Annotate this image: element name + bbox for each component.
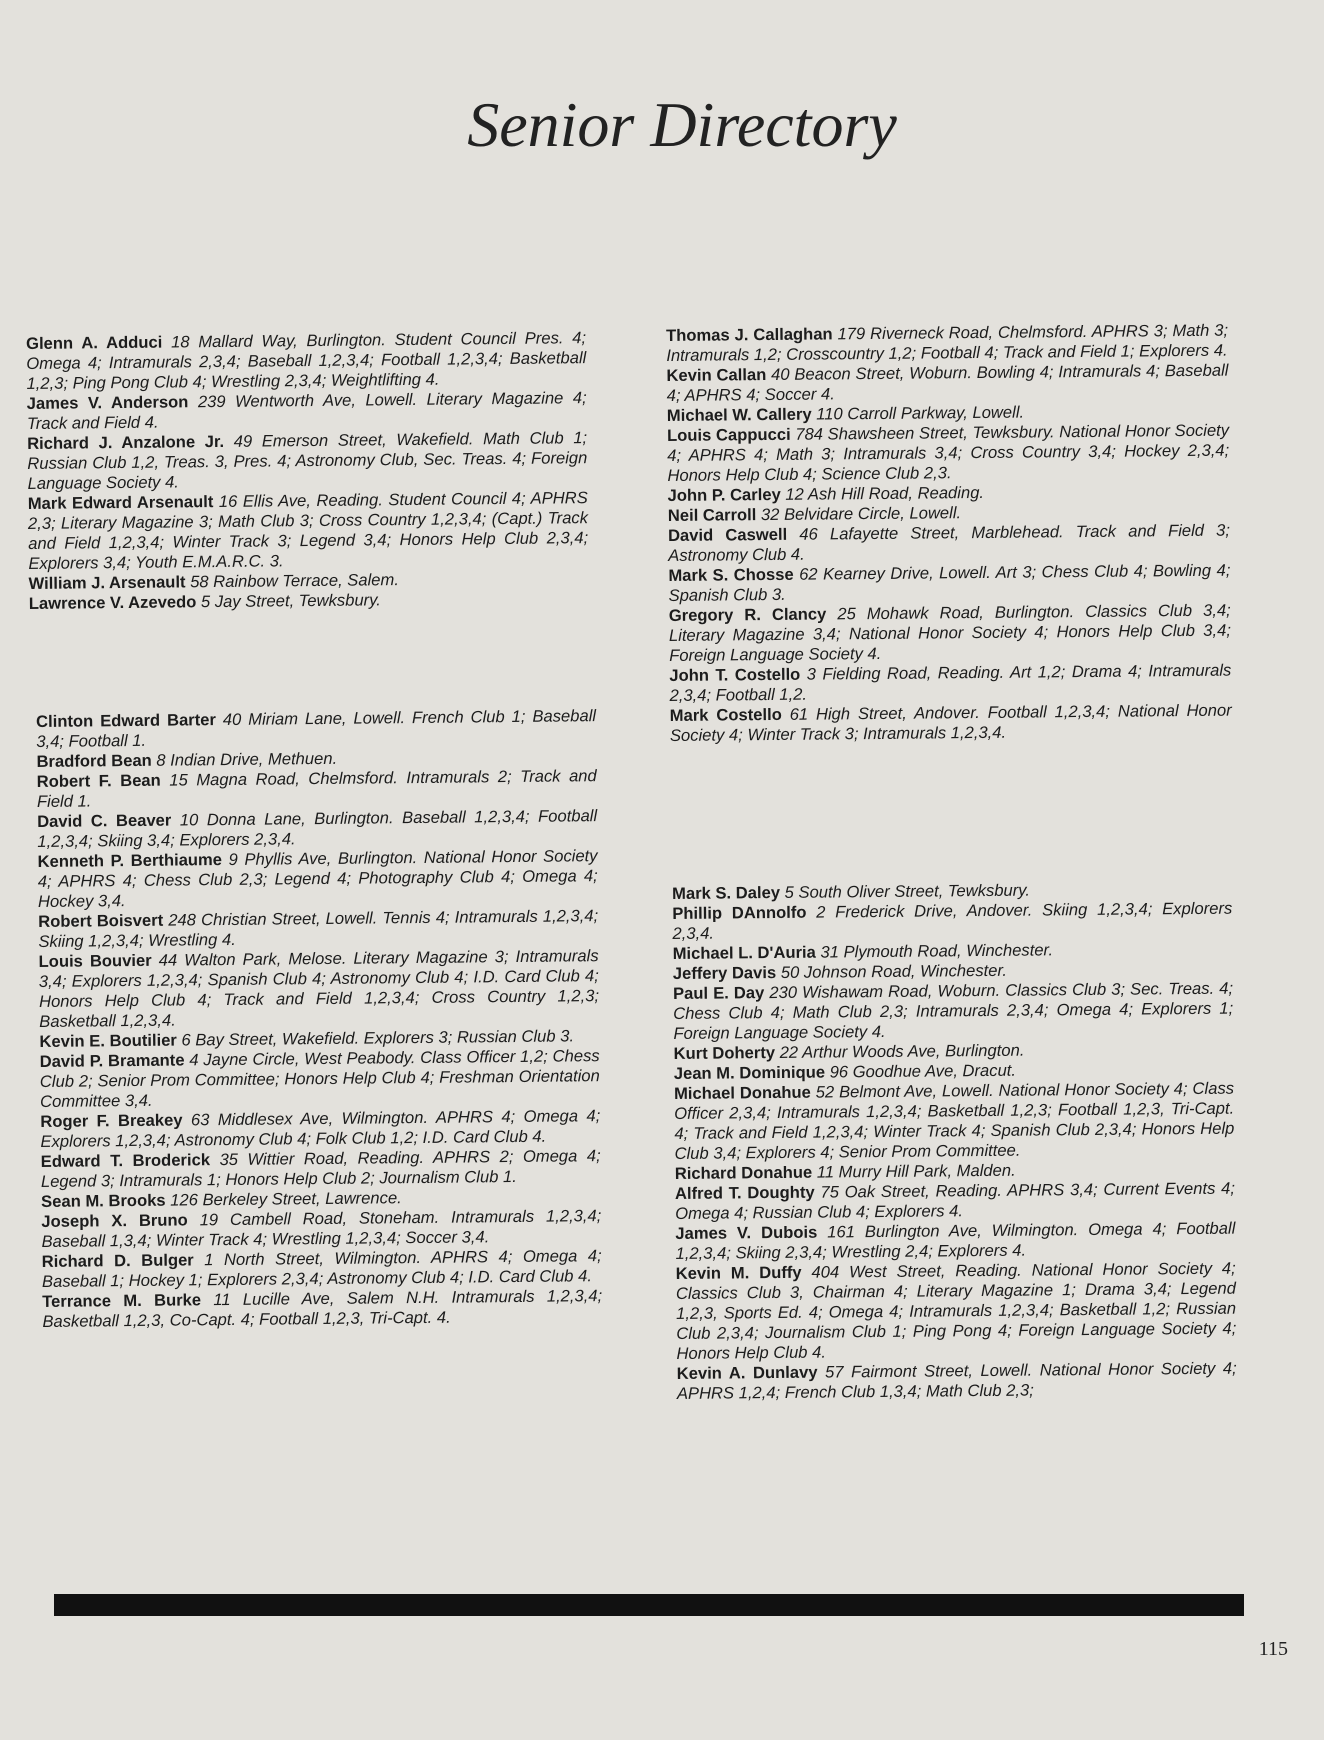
directory-entry xyxy=(670,701,1232,746)
directory-entry xyxy=(667,421,1230,486)
student-name: Mark Costello xyxy=(669,704,782,725)
footer-rule xyxy=(54,1594,1244,1616)
student-name: Michael L. D'Auria xyxy=(672,942,816,963)
student-name: Mark S. Daley xyxy=(672,882,781,903)
page-title: Senior Directory xyxy=(467,89,897,160)
student-details: 62 Kearney Drive, Lowell. Art 3; Chess Club 4; Bowling 4; Spanish Club 3. xyxy=(668,560,1231,605)
directory-entry xyxy=(669,601,1232,666)
student-details: 10 Donna Lane, Burlington. Baseball 1,2,3,4; Football 1,2,3,4; Skiing 3,4; Explorers 2,3,4. xyxy=(37,806,598,851)
directory-group-c xyxy=(666,321,1232,746)
directory-group-d xyxy=(672,879,1237,1404)
student-name: Terrance M. Burke xyxy=(42,1290,202,1311)
directory-entry xyxy=(672,899,1232,944)
student-name: Louis Bouvier xyxy=(38,950,152,971)
directory-group-b xyxy=(36,706,602,1332)
student-name: James V. Dubois xyxy=(675,1222,818,1243)
student-name: Gregory R. Clancy xyxy=(668,604,827,625)
directory-entry xyxy=(38,906,598,952)
student-details: 15 Magna Road, Chelmsford. Intramurals 2; Track and Field 1. xyxy=(36,766,597,811)
student-details: 31 Plymouth Road, Winchester. xyxy=(815,940,1054,962)
student-name: Kenneth P. Berthiaume xyxy=(37,850,223,871)
directory-entry xyxy=(41,1206,601,1252)
directory-entry xyxy=(666,361,1228,406)
student-details: 161 Burlington Ave, Wilmington. Omega 4; Football 1,2,3,4; Skiing 2,3,4; Wrestling 2,4; Explorers 4. xyxy=(675,1218,1236,1263)
directory-entry xyxy=(666,321,1228,366)
directory-entry xyxy=(39,946,600,1032)
directory-entry xyxy=(675,1179,1235,1224)
directory-entry xyxy=(42,1246,602,1292)
student-name: Richard D. Bulger xyxy=(41,1250,194,1271)
directory-entry xyxy=(676,1259,1237,1364)
directory-entry xyxy=(674,1079,1235,1164)
student-details: 404 West Street, Reading. National Honor Society 4; Classics Club 3, Chairman 4; Literary Magazine 1; Drama 3,4; Legend 1,2,3, Sports Ed. 4; Omega 4; Intramurals 1,2,3,4; Basketball 1,2; Russian Club 2,3,4; Journalism Club 1; Ping Pong 4; Foreign Language Society 4; Honors Help Club 4. xyxy=(675,1258,1237,1363)
student-details: 230 Wishawam Road, Woburn. Classics Club 3; Sec. Treas. 4; Chess Club 4; Math Club 2,3; Intramurals 2,3,4; Omega 4; Explorers 1; Foreign Language Society 4. xyxy=(673,978,1234,1043)
directory-entry xyxy=(26,328,587,394)
directory-entry xyxy=(668,521,1230,566)
student-name: Robert Boisvert xyxy=(38,910,164,931)
student-name: Paul E. Day xyxy=(672,983,765,1003)
student-details: 784 Shawsheen Street, Tewksbury. National Honor Society 4; APHRS 4; Math 3; Intramurals 3,4; Cross Country 3,4; Hockey 2,3,4; Honors Help Club 4; Science Club 2,3. xyxy=(667,420,1230,485)
student-name: Neil Carroll xyxy=(667,505,757,525)
student-name: Phillip DAnnolfo xyxy=(672,902,807,923)
student-name: Robert F. Bean xyxy=(36,770,161,791)
directory-entry xyxy=(673,979,1234,1044)
student-details: 1 North Street, Wilmington. APHRS 4; Omega 4; Baseball 1; Hockey 1; Explorers 2,3,4; Astronomy Club 4; I.D. Card Club 4. xyxy=(41,1246,602,1291)
student-details: 179 Riverneck Road, Chelmsford. APHRS 3; Math 3; Intramurals 1,2; Crosscountry 1,2; Football 4; Track and Field 1; Explorers 4. xyxy=(666,320,1229,365)
student-name: Jeffery Davis xyxy=(672,963,777,983)
student-details: 5 South Oliver Street, Tewksbury. xyxy=(779,880,1031,902)
directory-entry xyxy=(677,1359,1237,1404)
student-details: 126 Berkeley Street, Lawrence. xyxy=(165,1188,402,1210)
student-name: John T. Costello xyxy=(669,664,801,685)
student-name: Kevin M. Duffy xyxy=(675,1262,802,1283)
student-name: Clinton Edward Barter xyxy=(36,710,217,731)
student-details: 75 Oak Street, Reading. APHRS 3,4; Current Events 4; Omega 4; Russian Club 4; Explorers 4. xyxy=(675,1178,1236,1223)
student-details: 52 Belmont Ave, Lowell. National Honor Society 4; Class Officer 2,3,4; Intramurals 1,2,3,4; Basketball 1,2,3; Football 1,2,3, Tri-Capt. 4; Track and Field 1,2,3,4; Winter Track 4; Spanish Club 2,3,4; Honors Help Club 3,4; Explorers 4; Senior Prom Committee. xyxy=(674,1078,1235,1163)
student-details: 9 Phyllis Ave, Burlington. National Honor Society 4; APHRS 4; Chess Club 2,3; Legend 4; Photography Club 4; Omega 4; Hockey 3,4. xyxy=(37,846,598,911)
student-name: Jean M. Dominique xyxy=(673,1062,826,1083)
student-name: Lawrence V. Azevedo xyxy=(28,592,197,613)
directory-entry xyxy=(40,1046,601,1112)
student-details: 44 Walton Park, Melose. Literary Magazine 3; Intramurals 3,4; Explorers 1,2,3,4; Spanish Club 4; Astronomy Club 4; I.D. Card Club 4; Honors Help Club 4; Track and Field 1,2,3,4; Cross Country 1,2,3; Basketball 1,2,3,4. xyxy=(38,946,600,1031)
student-details: 40 Miriam Lane, Lowell. French Club 1; Baseball 3,4; Football 1. xyxy=(36,706,597,751)
student-name: John P. Carley xyxy=(667,484,781,505)
student-name: David P. Bramante xyxy=(39,1050,185,1071)
student-details: 50 Johnson Road, Winchester. xyxy=(776,960,1008,983)
student-details: 2 Frederick Drive, Andover. Skiing 1,2,3,4; Explorers 2,3,4. xyxy=(672,898,1233,943)
student-name: David Caswell xyxy=(667,524,788,545)
student-name: Kevin A. Dunlavy xyxy=(676,1362,818,1383)
student-details: 25 Mohawk Road, Burlington. Classics Club 3,4; Literary Magazine 3,4; National Honor Society 4; Honors Help Club 3,4; Foreign Language Society 4. xyxy=(668,600,1232,665)
directory-entry xyxy=(40,1106,600,1152)
student-details: 6 Bay Street, Wakefield. Explorers 3; Russian Club 3. xyxy=(176,1026,575,1050)
student-name: Roger F. Breakey xyxy=(40,1110,183,1131)
directory-group-a1 xyxy=(26,328,589,614)
student-details: 19 Cambell Road, Stoneham. Intramurals 1,2,3,4; Baseball 1,3,4; Winter Track 4; Wrestling 1,2,3,4; Soccer 3,4. xyxy=(41,1206,602,1251)
student-name: Richard J. Anzalone Jr. xyxy=(27,431,225,453)
student-name: Kevin Callan xyxy=(666,365,767,385)
student-name: Alfred T. Doughty xyxy=(674,1182,815,1203)
directory-entry xyxy=(37,766,597,812)
student-details: 58 Rainbow Terrace, Salem. xyxy=(185,570,399,592)
student-name: Kevin E. Boutilier xyxy=(39,1030,177,1051)
student-name: Thomas J. Callaghan xyxy=(666,324,833,345)
student-details: 248 Christian Street, Lowell. Tennis 4; Intramurals 1,2,3,4; Skiing 1,2,3,4; Wrestling 4. xyxy=(38,906,599,951)
student-details: 35 Wittier Road, Reading. APHRS 2; Omega 4; Legend 3; Intramurals 1; Honors Help Club 2; Journalism Club 1. xyxy=(40,1146,601,1191)
directory-entry xyxy=(28,488,589,574)
student-details: 22 Arthur Woods Ave, Burlington. xyxy=(774,1040,1025,1063)
student-name: Mark Edward Arsenault xyxy=(27,492,214,513)
student-details: 16 Ellis Ave, Reading. Student Council 4; APHRS 2,3; Literary Magazine 3; Math Club 3; Cross Country 1,2,3,4; (Capt.) Track and Field 1,2,3,4; Winter Track 3; Legend 3,4; Honors Help Club 2,3,4; Explorers 3,4; Youth E.M.A.R.C. 3. xyxy=(27,488,589,573)
student-details: 63 Middlesex Ave, Wilmington. APHRS 4; Omega 4; Explorers 1,2,3,4; Astronomy Club 4; Folk Club 1,2; I.D. Card Club 4. xyxy=(40,1106,601,1151)
student-name: Bradford Bean xyxy=(36,750,152,771)
student-name: Michael Donahue xyxy=(673,1082,811,1103)
directory-entry xyxy=(669,661,1231,706)
student-name: James V. Anderson xyxy=(26,392,189,413)
student-name: Michael W. Callery xyxy=(666,404,812,425)
page-number: 115 xyxy=(1258,1638,1288,1660)
directory-entry xyxy=(668,561,1230,606)
student-name: William J. Arsenault xyxy=(28,572,186,593)
student-details: 11 Murry Hill Park, Malden. xyxy=(812,1160,1016,1182)
student-details: 46 Lafayette Street, Marblehead. Track and Field 3; Astronomy Club 4. xyxy=(668,520,1231,565)
student-details: 8 Indian Drive, Methuen. xyxy=(151,748,338,770)
student-name: Kurt Doherty xyxy=(673,1043,776,1063)
student-details: 12 Ash Hill Road, Reading. xyxy=(780,482,985,504)
student-name: Glenn A. Adduci xyxy=(26,332,163,353)
student-details: 96 Goodhue Ave, Dracut. xyxy=(824,1060,1017,1082)
student-name: Richard Donahue xyxy=(674,1162,813,1183)
directory-entry xyxy=(36,706,596,752)
student-details: 57 Fairmont Street, Lowell. National Honor Society 4; APHRS 1,2,4; French Club 1,3,4; Math Club 2,3; xyxy=(676,1358,1237,1403)
directory-entry xyxy=(37,806,597,852)
directory-entry xyxy=(27,388,587,434)
student-details: 61 High Street, Andover. Football 1,2,3,4; National Honor Society 4; Winter Track 3; Intramurals 1,2,3,4. xyxy=(669,700,1232,745)
directory-entry xyxy=(41,1146,601,1192)
student-details: 4 Jayne Circle, West Peabody. Class Officer 1,2; Chess Club 2; Senior Prom Committee; Honors Help Club 4; Freshman Orientation Committee 3,4. xyxy=(39,1046,600,1111)
student-details: 32 Belvidare Circle, Lowell. xyxy=(756,503,962,525)
student-details: 49 Emerson Street, Wakefield. Math Club 1; Russian Club 1,2, Treas. 3, Pres. 4; Astronomy Club, Sec. Treas. 4; Foreign Language Society 4. xyxy=(27,428,588,493)
student-name: Mark S. Chosse xyxy=(668,564,794,585)
student-details: 11 Lucille Ave, Salem N.H. Intramurals 1,2,3,4; Basketball 1,2,3, Co-Capt. 4; Football 1,2,3, Tri-Capt. 4. xyxy=(42,1286,603,1331)
student-details: 3 Fielding Road, Reading. Art 1,2; Drama 4; Intramurals 2,3,4; Football 1,2. xyxy=(669,660,1232,705)
student-name: Sean M. Brooks xyxy=(41,1190,166,1211)
directory-entry xyxy=(675,1219,1235,1264)
student-details: 110 Carroll Parkway, Lowell. xyxy=(811,402,1025,424)
student-details: 18 Mallard Way, Burlington. Student Council Pres. 4; Omega 4; Intramurals 2,3,4; Baseball 1,2,3,4; Football 1,2,3,4; Basketball 1,2,3; Ping Pong Club 4; Wrestling 2,3,4; Weightlifting 4. xyxy=(26,328,587,393)
student-details: 239 Wentworth Ave, Lowell. Literary Magazine 4; Track and Field 4. xyxy=(26,388,587,433)
student-name: David C. Beaver xyxy=(37,810,172,831)
directory-entry xyxy=(42,1286,602,1332)
student-details: 5 Jay Street, Tewksbury. xyxy=(196,590,381,612)
directory-entry xyxy=(27,428,588,494)
student-name: Edward T. Broderick xyxy=(40,1150,211,1171)
student-name: Joseph X. Bruno xyxy=(41,1210,188,1231)
student-name: Louis Cappucci xyxy=(666,424,791,445)
student-details: 40 Beacon Street, Woburn. Bowling 4; Intramurals 4; Baseball 4; APHRS 4; Soccer 4. xyxy=(666,360,1229,405)
directory-entry xyxy=(37,846,598,912)
